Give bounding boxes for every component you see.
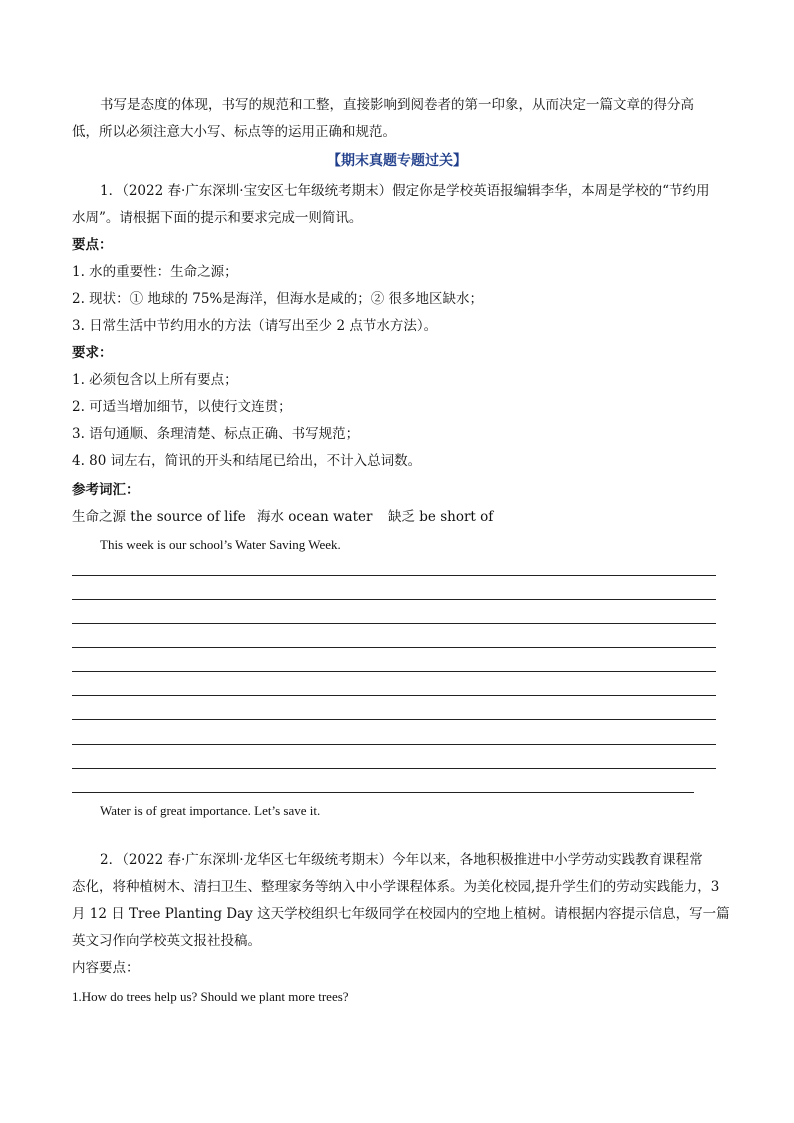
q2-line-2: 态化，将种植树木、清扫卫生、整理家务等纳入中小学课程体系。为美化校园,提升学生们的劳动实践能力，3 xyxy=(72,879,720,895)
q1-line-2: 水周”。请根据下面的提示和要求完成一则简讯。 xyxy=(72,210,363,226)
q2-point-1: 1.How do trees help us? Should we plant more trees? xyxy=(72,989,349,1004)
q1-requirements-heading: 要求： xyxy=(72,345,113,361)
q1-point-3: 3. 日常生活中节约用水的方法（请写出至少 2 点节水方法）。 xyxy=(72,318,438,334)
q1-vocab-heading: 参考词汇： xyxy=(72,482,140,498)
writing-line xyxy=(72,599,716,600)
q2-line-1: 2．（2022 春·广东深圳·龙华区七年级统考期末）今年以来，各地积极推进中小学劳动实践教育课程常 xyxy=(100,852,703,868)
writing-line xyxy=(72,647,716,648)
intro-line-1: 书写是态度的体现，书写的规范和工整，直接影响到阅卷者的第一印象，从而决定一篇文章的得分高 xyxy=(100,97,694,113)
section-title: 【期末真题专题过关】 xyxy=(327,153,467,169)
q1-requirement-1: 1. 必须包含以上所有要点； xyxy=(72,372,238,388)
vocab-item: 缺乏 be short of xyxy=(388,509,494,525)
q1-point-2: 2. 现状：① 地球的 75%是海洋，但海水是咸的；② 很多地区缺水； xyxy=(72,291,484,307)
q1-requirement-3: 3. 语句通顺、条理清楚、标点正确、书写规范； xyxy=(72,426,360,442)
writing-line xyxy=(72,768,716,769)
writing-line xyxy=(72,623,716,624)
q2-line-3: 月 12 日 Tree Planting Day 这天学校组织七年级同学在校园内的空地上植树。请根据内容提示信息，写一篇 xyxy=(72,906,730,922)
writing-line xyxy=(72,671,716,672)
q1-requirement-4: 4. 80 词左右，简讯的开头和结尾已给出，不计入总词数。 xyxy=(72,453,422,469)
writing-line xyxy=(72,719,716,720)
q1-point-1: 1. 水的重要性：生命之源； xyxy=(72,264,238,280)
writing-line xyxy=(72,792,694,793)
vocab-item: 生命之源 the source of life xyxy=(72,509,246,525)
q2-line-4: 英文习作向学校英文报社投稿。 xyxy=(72,933,261,949)
writing-line xyxy=(72,744,716,745)
q1-line-1: 1．（2022 春·广东深圳·宝安区七年级统考期末）假定你是学校英语报编辑李华，本周是学校的“节约用 xyxy=(100,183,710,199)
q1-vocab-list xyxy=(72,504,722,531)
q1-points-heading: 要点： xyxy=(72,237,113,253)
q1-opening-sentence: This week is our school’s Water Saving Week. xyxy=(100,537,341,552)
writing-line xyxy=(72,575,716,576)
q1-requirement-2: 2. 可适当增加细节，以使行文连贯； xyxy=(72,399,292,415)
writing-line xyxy=(72,695,716,696)
q2-points-heading: 内容要点： xyxy=(72,960,140,976)
vocab-item: 海水 ocean water xyxy=(257,509,373,525)
q1-closing-sentence: Water is of great importance. Let’s save it. xyxy=(100,803,321,818)
intro-line-2: 低，所以必须注意大小写、标点等的运用正确和规范。 xyxy=(72,124,396,140)
